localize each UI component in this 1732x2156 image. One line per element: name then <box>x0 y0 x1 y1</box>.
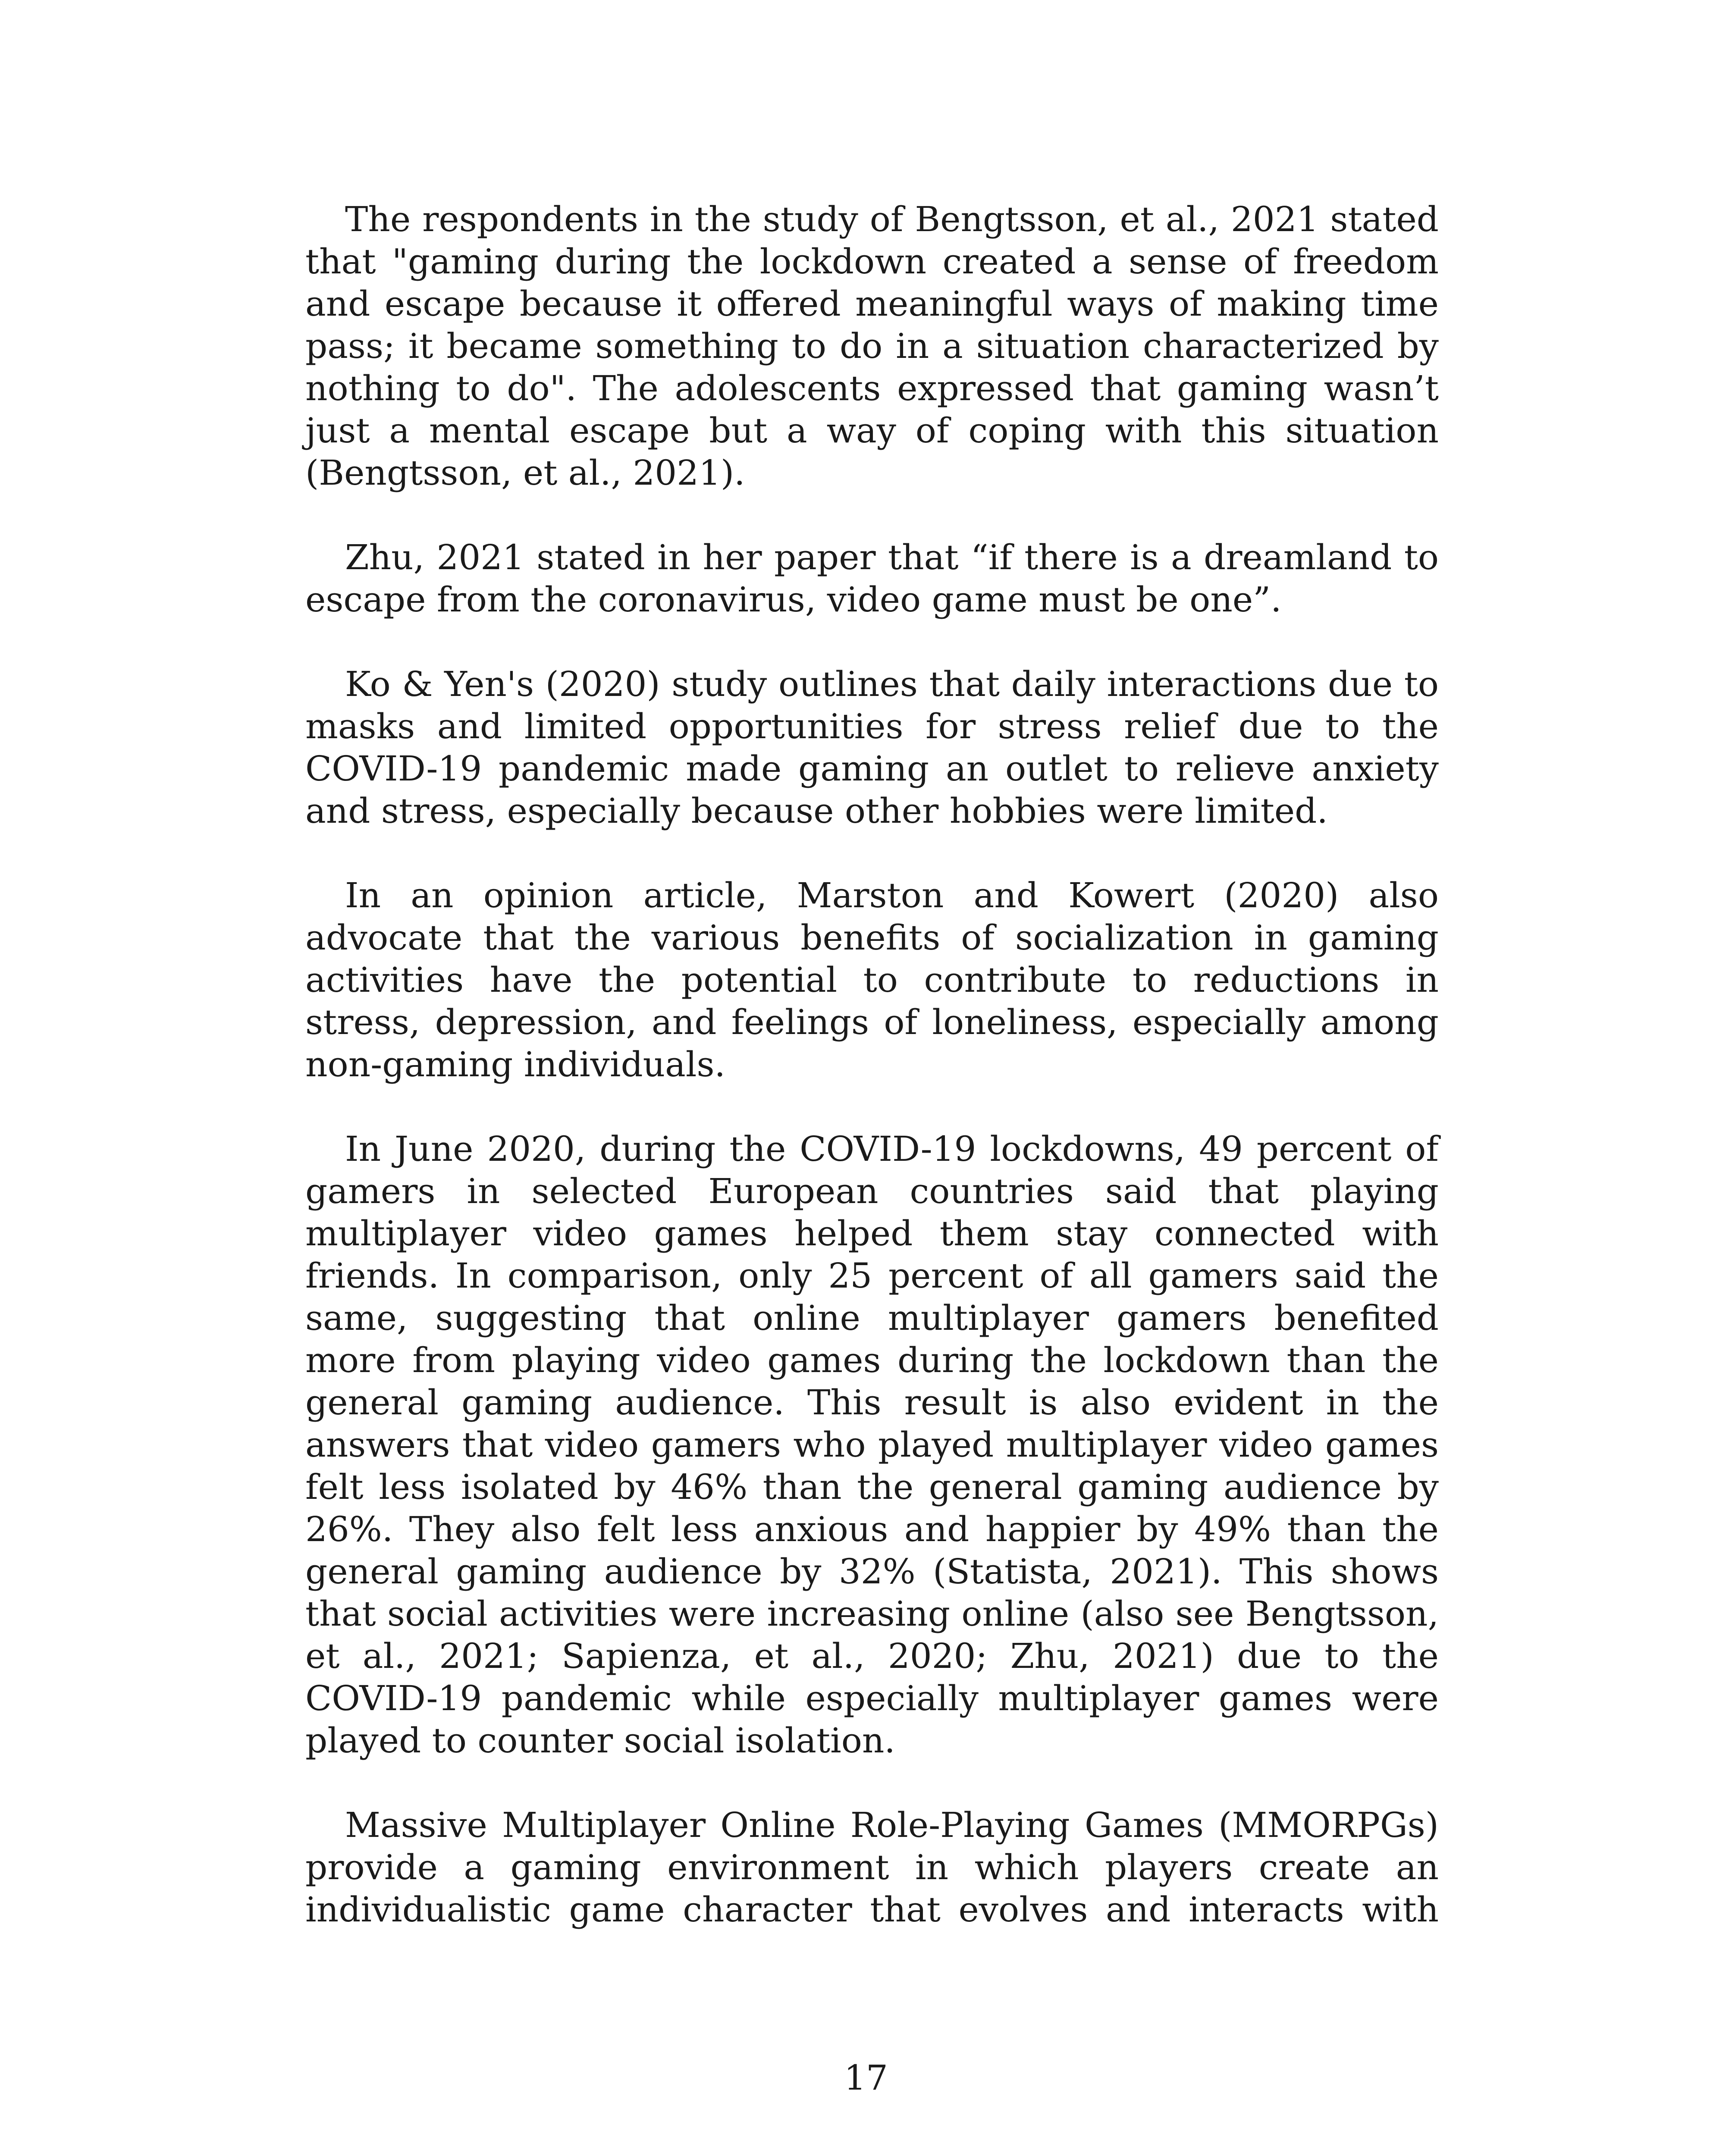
paragraph-statista: In June 2020, during the COVID-19 lockdowns, 49 percent of gamers in selected European countries said that playing multiplayer video games helped them stay connected with friends. In comparison, only 25 percent of all gamers said the same, suggesting that online multiplayer gamers benefited more from playing video games during the lockdown than the general gaming audience. This result is also evident in the answers that video gamers who played multiplayer video games felt less isolated by 46% than the general gaming audience by 26%. They also felt less anxious and happier by 49% than the general gaming audience by 32% (Statista, 2021). This shows that social activities were increasing online (also see Bengtsson, et al., 2021; Sapienza, et al., 2020; Zhu, 2021) due to the COVID-19 pandemic while especially multiplayer games were played to counter social isolation. <box>305 1129 1439 1761</box>
paragraph-bengtsson: The respondents in the study of Bengtsson, et al., 2021 stated that "gaming during the lockdown created a sense of freedom and escape because it offered meaningful ways of making time pass; it became something to do in a situation characterized by nothing to do". The adolescents expressed that gaming wasn’t just a mental escape but a way of coping with this situation (Bengtsson, et al., 2021). <box>305 199 1439 493</box>
paragraph-mmorpg: Massive Multiplayer Online Role-Playing Games (MMORPGs) provide a gaming environment in which players create an individualistic game character that evolves and interacts with <box>305 1805 1439 1930</box>
paragraph-zhu: Zhu, 2021 stated in her paper that “if there is a dreamland to escape from the coronavirus, video game must be one”. <box>305 537 1439 620</box>
body-text <box>305 198 1439 1931</box>
paragraph-ko-yen: Ko & Yen's (2020) study outlines that daily interactions due to masks and limited opportunities for stress relief due to the COVID-19 pandemic made gaming an outlet to relieve anxiety and stress, especially because other hobbies were limited. <box>305 664 1439 831</box>
paragraph-marston-kowert: In an opinion article, Marston and Kowert (2020) also advocate that the various benefits of socialization in gaming activities have the potential to contribute to reductions in stress, depression, and feelings of loneliness, especially among non-gaming individuals. <box>305 875 1439 1084</box>
page-number: 17 <box>844 2058 888 2098</box>
